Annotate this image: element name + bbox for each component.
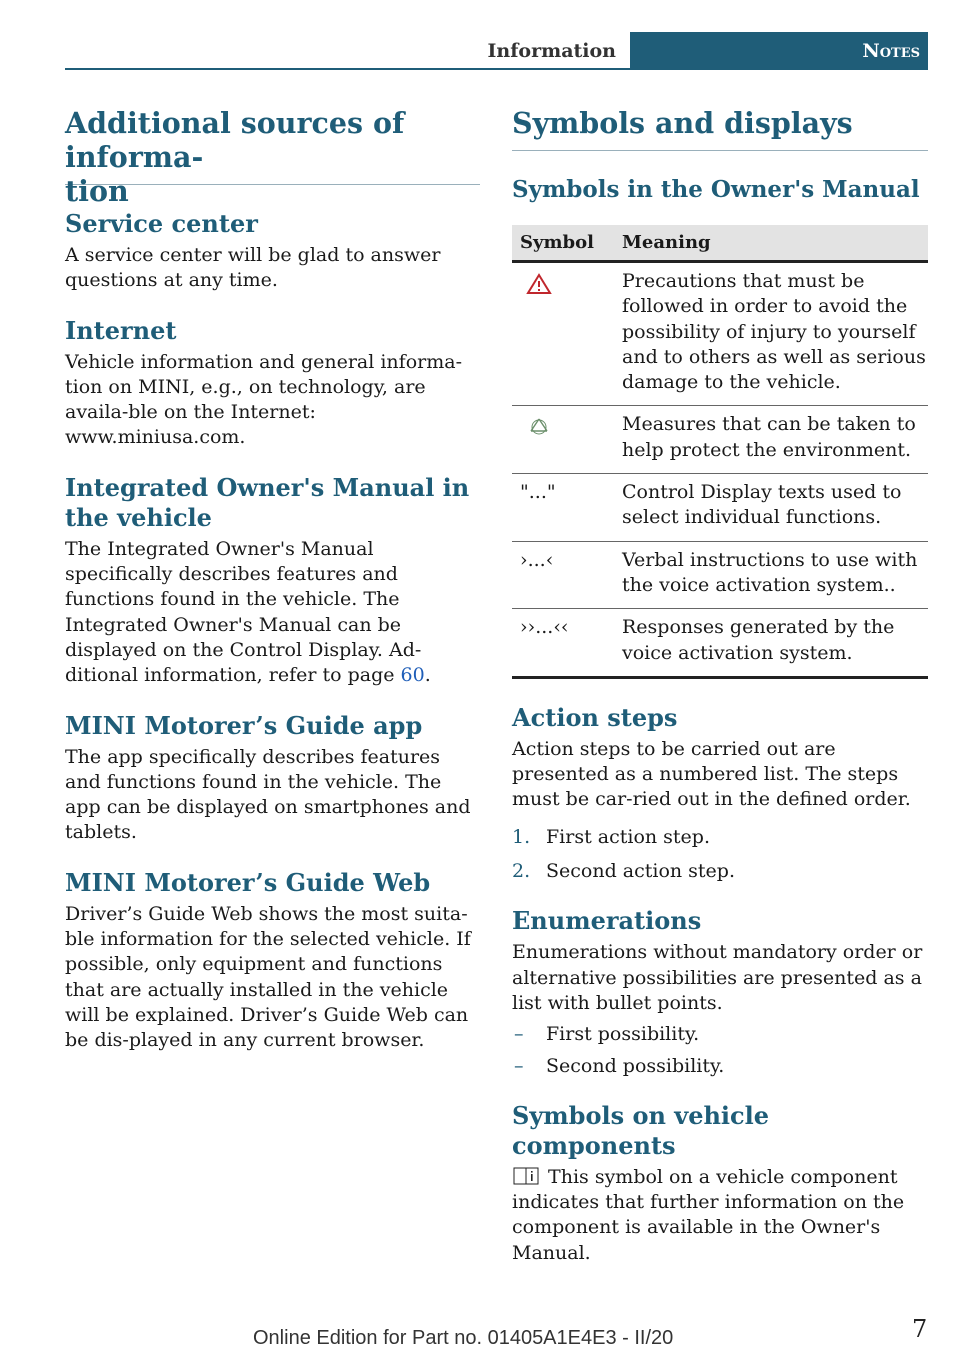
heading-vehicle-components: Symbols on vehicle components xyxy=(512,1100,770,1160)
list-item-text: First action step. xyxy=(546,825,710,848)
symbol-cell xyxy=(512,406,614,474)
body-vehicle-components xyxy=(512,1165,928,1266)
footer-edition: Online Edition for Part no. 01405A1E4E3 - II/20 xyxy=(253,1327,674,1349)
symbols-table-header xyxy=(512,225,928,262)
warning-triangle-icon xyxy=(526,273,552,295)
header-chapter-tab xyxy=(630,32,928,70)
environment-icon xyxy=(526,416,552,438)
table-row xyxy=(512,609,928,678)
symbols-table xyxy=(512,225,928,679)
right-column xyxy=(512,106,928,1266)
body-enumerations: Enumerations without mandatory order or alternative possibilities are presented as a list with bullet points. xyxy=(512,941,923,1014)
left-title xyxy=(65,106,480,208)
page-header xyxy=(65,32,928,70)
table-row xyxy=(512,406,928,474)
symbol-cell: ››...‹‹ xyxy=(512,609,614,678)
list-item-number: 2. xyxy=(512,860,531,883)
table-row xyxy=(512,262,928,406)
list-item-text: First possibility. xyxy=(546,1023,700,1046)
list-item-text: Second possibility. xyxy=(546,1054,725,1077)
header-section-label: Information xyxy=(487,40,616,62)
page-link-60[interactable]: 60 xyxy=(400,664,425,687)
left-title-line2: tion xyxy=(65,174,129,208)
list-item xyxy=(512,1054,928,1079)
list-item xyxy=(512,825,928,850)
body-guide-app: The app specifically describes features and functions found in the vehicle. The app can be displayed on smartphones and tablets. xyxy=(65,745,471,844)
list-item-number: 1. xyxy=(512,825,531,848)
table-row xyxy=(512,474,928,542)
heading-enumerations: Enumerations xyxy=(512,906,702,936)
bullet-dash: – xyxy=(514,1023,524,1046)
body-action-steps: Action steps to be carried out are presented as a numbered list. The steps must be car-ried out in the defined order. xyxy=(512,737,911,811)
body-vehicle-components-text: This symbol on a vehicle component indicates that further information on the component is available in the Owner's Manual. xyxy=(512,1165,905,1264)
meaning-cell: Measures that can be taken to help protect the environment. xyxy=(614,406,928,474)
body-integrated-manual-text: The Integrated Owner's Manual specifically describes features and functions found in the vehicle. The Integrated Owner's Manual can be displayed on the Control Display. Ad-ditional information, refer to page xyxy=(65,537,422,687)
page-number: 7 xyxy=(912,1315,928,1343)
left-title-line1: Additional sources of informa- xyxy=(65,106,405,174)
body-guide-web: Driver’s Guide Web shows the most suita-ble information for the selected vehicle. If possible, only equipment and functions that are actually installed in the vehicle will be explained. Driver’s Guide Web can be dis-played in any current browser. xyxy=(65,902,471,1052)
bullet-dash: – xyxy=(514,1054,524,1077)
list-item xyxy=(512,1022,928,1047)
left-column xyxy=(65,106,480,1054)
meaning-cell: Responses generated by the voice activation system. xyxy=(614,609,928,678)
right-title: Symbols and displays xyxy=(512,106,928,151)
list-item xyxy=(512,859,928,884)
body-service-center: A service center will be glad to answer questions at any time. xyxy=(65,244,441,292)
symbol-cell: "..." xyxy=(512,474,614,542)
body-internet: Vehicle information and general informa-tion on MINI, e.g., on technology, are availa-ble on the Internet: www.miniusa.com. xyxy=(65,350,462,449)
table-row xyxy=(512,541,928,609)
heading-guide-web: MINI Motorer’s Guide Web xyxy=(65,867,431,897)
heading-internet: Internet xyxy=(65,315,177,345)
col-header-meaning: Meaning xyxy=(614,225,928,262)
header-chapter-label: Notes xyxy=(862,40,920,62)
symbol-cell: ›...‹ xyxy=(512,541,614,609)
meaning-cell: Control Display texts used to select individual functions. xyxy=(614,474,928,542)
meaning-cell: Precautions that must be followed in order to avoid the possibility of injury to yourself and to others as well as serious damage to the vehicle. xyxy=(614,262,928,406)
body-integrated-manual-tail: . xyxy=(424,664,431,687)
col-header-symbol: Symbol xyxy=(512,225,614,262)
symbol-cell xyxy=(512,262,614,406)
bullet-list xyxy=(512,1022,928,1079)
heading-service-center: Service center xyxy=(65,209,258,238)
meaning-cell: Verbal instructions to use with the voice activation system.. xyxy=(614,541,928,609)
book-info-icon xyxy=(512,1166,542,1186)
body-integrated-manual xyxy=(65,537,480,689)
heading-guide-app: MINI Motorer’s Guide app xyxy=(65,710,423,740)
numbered-list xyxy=(512,825,928,885)
header-rule xyxy=(65,68,928,70)
subtitle-symbols-manual: Symbols in the Owner's Manual xyxy=(512,176,920,203)
heading-integrated-manual: Integrated Owner's Manual in the vehicle xyxy=(65,472,470,532)
list-item-text: Second action step. xyxy=(546,860,736,883)
heading-action-steps: Action steps xyxy=(512,702,678,732)
